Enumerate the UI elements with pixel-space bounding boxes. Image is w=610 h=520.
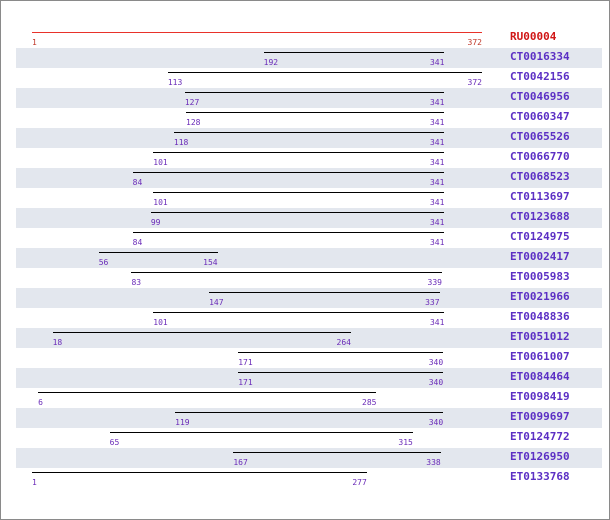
alignment-span-line — [174, 132, 444, 133]
end-coordinate: 277 — [352, 478, 367, 487]
alignment-span-line — [133, 172, 445, 173]
alignment-row — [16, 328, 602, 348]
alignment-row — [16, 268, 602, 288]
sequence-id-link[interactable]: ET0048836 — [510, 310, 570, 323]
alignment-row — [16, 348, 602, 368]
alignment-span-line — [153, 152, 444, 153]
sequence-id-link[interactable]: ET0084464 — [510, 370, 570, 383]
sequence-id-link[interactable]: CT0113697 — [510, 190, 570, 203]
sequence-id-link[interactable]: CT0124975 — [510, 230, 570, 243]
sequence-id-link[interactable]: CT0046956 — [510, 90, 570, 103]
end-coordinate: 341 — [429, 138, 445, 147]
start-coordinate: 101 — [153, 198, 168, 207]
start-coordinate: 167 — [233, 458, 248, 467]
alignment-row — [16, 428, 602, 448]
sequence-id-link[interactable]: ET0133768 — [510, 470, 570, 483]
alignment-row — [16, 388, 602, 408]
reference-span-line — [32, 32, 482, 33]
alignment-span-line — [238, 352, 443, 353]
alignment-row — [16, 128, 602, 148]
end-coordinate: 154 — [203, 258, 218, 267]
alignment-row — [16, 148, 602, 168]
start-coordinate: 18 — [52, 338, 63, 347]
sequence-id-link[interactable]: ET0005983 — [510, 270, 570, 283]
alignment-row — [16, 468, 602, 488]
end-coordinate: 315 — [398, 438, 413, 447]
end-coordinate: 338 — [426, 458, 441, 467]
alignment-row — [16, 108, 602, 128]
alignment-row — [16, 248, 602, 268]
end-coordinate: 341 — [429, 318, 445, 327]
alignment-span-line — [209, 292, 439, 293]
alignment-row — [16, 68, 602, 88]
alignment-span-line — [175, 412, 443, 413]
start-coordinate: 56 — [98, 258, 109, 267]
start-coordinate: 1 — [32, 478, 37, 487]
end-coordinate: 340 — [428, 378, 444, 387]
start-coordinate: 113 — [167, 78, 183, 87]
start-coordinate: 171 — [238, 378, 253, 387]
alignment-span-line — [131, 272, 442, 273]
alignment-span-line — [99, 252, 218, 253]
sequence-id-link[interactable]: ET0002417 — [510, 250, 570, 263]
sequence-id-link[interactable]: ET0099697 — [510, 410, 570, 423]
end-coordinate: 264 — [336, 338, 351, 347]
alignment-span-line — [264, 52, 445, 53]
alignment-row — [16, 408, 602, 428]
end-coordinate: 285 — [362, 398, 377, 407]
start-coordinate: 99 — [150, 218, 161, 227]
end-coordinate: 340 — [428, 358, 444, 367]
start-coordinate: 147 — [209, 298, 224, 307]
alignment-row — [16, 88, 602, 108]
alignment-span-line — [186, 112, 444, 113]
alignment-span-line — [151, 212, 445, 213]
alignment-row — [16, 308, 602, 328]
sequence-id-link[interactable]: CT0016334 — [510, 50, 570, 63]
start-coordinate: 84 — [132, 238, 143, 247]
sequence-id-link[interactable]: CT0060347 — [510, 110, 570, 123]
reference-id-link[interactable]: RU00004 — [510, 30, 557, 43]
alignment-row — [16, 188, 602, 208]
sequence-id-link[interactable]: ET0124772 — [510, 430, 570, 443]
sequence-id-link[interactable]: ET0126950 — [510, 450, 570, 463]
alignment-span-line — [133, 232, 445, 233]
end-coordinate: 341 — [429, 238, 445, 247]
start-coordinate: 101 — [153, 158, 168, 167]
end-coordinate: 341 — [429, 178, 445, 187]
sequence-id-link[interactable]: CT0042156 — [510, 70, 570, 83]
end-coordinate: 341 — [429, 158, 445, 167]
alignment-row — [16, 368, 602, 388]
end-coordinate: 341 — [429, 198, 445, 207]
end-coordinate: 341 — [429, 58, 445, 67]
alignment-span-line — [32, 472, 367, 473]
alignment-span-line — [168, 72, 482, 73]
sequence-id-link[interactable]: CT0068523 — [510, 170, 570, 183]
end-coordinate: 341 — [429, 118, 445, 127]
sequence-id-link[interactable]: ET0061007 — [510, 350, 570, 363]
start-coordinate: 1 — [32, 38, 37, 47]
reference-row — [16, 28, 602, 48]
start-coordinate: 65 — [109, 438, 120, 447]
alignment-row — [16, 288, 602, 308]
start-coordinate: 127 — [184, 98, 200, 107]
alignment-span-line — [233, 452, 440, 453]
start-coordinate: 83 — [131, 278, 142, 287]
start-coordinate: 171 — [238, 358, 253, 367]
start-coordinate: 101 — [153, 318, 168, 327]
end-coordinate: 337 — [425, 298, 440, 307]
alignment-span-line — [110, 432, 413, 433]
sequence-id-link[interactable]: ET0098419 — [510, 390, 570, 403]
sequence-id-link[interactable]: CT0065526 — [510, 130, 570, 143]
alignment-span-line — [185, 92, 445, 93]
sequence-id-link[interactable]: CT0123688 — [510, 210, 570, 223]
alignment-row — [16, 228, 602, 248]
end-coordinate: 341 — [429, 98, 445, 107]
alignment-span-line — [153, 192, 444, 193]
start-coordinate: 84 — [132, 178, 143, 187]
alignment-span-line — [38, 392, 376, 393]
start-coordinate: 6 — [38, 398, 43, 407]
start-coordinate: 192 — [263, 58, 279, 67]
alignment-row — [16, 448, 602, 468]
alignment-span-line — [153, 312, 444, 313]
start-coordinate: 118 — [173, 138, 189, 147]
alignment-row — [16, 48, 602, 68]
start-coordinate: 128 — [186, 118, 201, 127]
end-coordinate: 339 — [427, 278, 442, 287]
end-coordinate: 340 — [428, 418, 444, 427]
end-coordinate: 341 — [429, 218, 445, 227]
sequence-id-link[interactable]: CT0066770 — [510, 150, 570, 163]
start-coordinate: 119 — [175, 418, 190, 427]
alignment-span-line — [53, 332, 351, 333]
sequence-id-link[interactable]: ET0021966 — [510, 290, 570, 303]
sequence-id-link[interactable]: ET0051012 — [510, 330, 570, 343]
alignment-span-line — [238, 372, 443, 373]
end-coordinate: 372 — [467, 78, 482, 87]
alignment-row — [16, 208, 602, 228]
end-coordinate: 372 — [467, 38, 482, 47]
alignment-row — [16, 168, 602, 188]
